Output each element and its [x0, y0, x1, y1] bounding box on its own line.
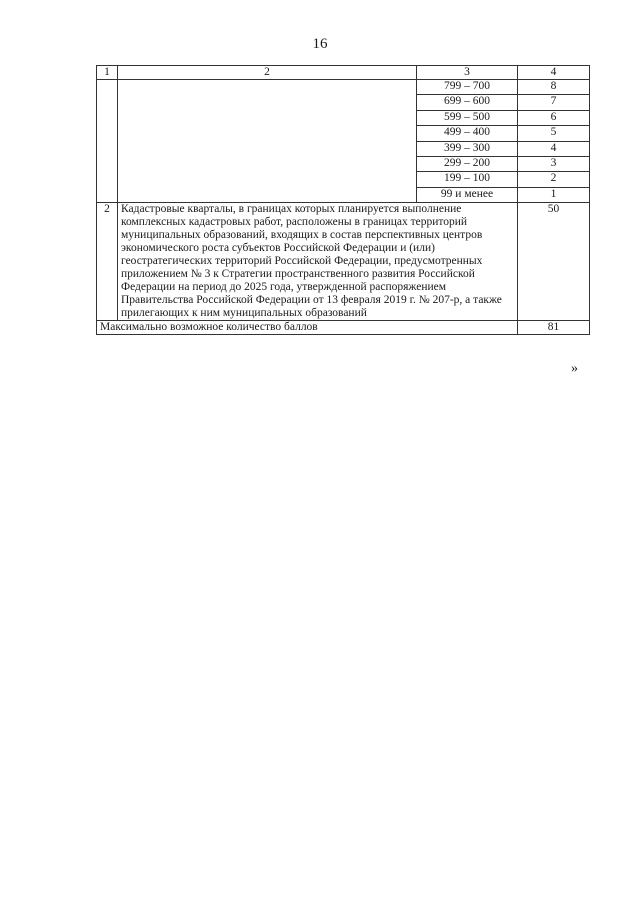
table-row — [97, 80, 590, 95]
score-cell: 5 — [518, 126, 590, 141]
score-cell: 2 — [518, 172, 590, 187]
item-description: Кадастровые кварталы, в границах которых планируется выполнение комплексных кадастровых работ, расположены в границах территорий муниципальных образований, входящих в состав перспективных центров экономического роста субъектов Российской Федерации и (или) геостратегических территорий Российской Федерации, предусмотренных приложением № 3 к Стратегии пространственного развития Российской Федерации на период до 2025 года, утвержденной распоряжением Правительства Российской Федерации от 13 февраля 2019 г. № 207-р, а также прилегающих к ним муниципальных образований — [118, 203, 518, 321]
header-col-3: 3 — [417, 66, 518, 80]
range-cell: 99 и менее — [417, 187, 518, 202]
range-cell: 699 – 600 — [417, 95, 518, 110]
header-col-4: 4 — [518, 66, 590, 80]
range-cell: 599 – 500 — [417, 110, 518, 125]
continued-number-cell — [97, 80, 118, 203]
table-row-item-2 — [97, 203, 590, 321]
total-label: Максимально возможное количество баллов — [97, 321, 518, 335]
header-col-1: 1 — [97, 66, 118, 80]
range-cell: 799 – 700 — [417, 80, 518, 95]
range-cell: 199 – 100 — [417, 172, 518, 187]
score-cell: 7 — [518, 95, 590, 110]
range-cell: 399 – 300 — [417, 141, 518, 156]
score-cell: 6 — [518, 110, 590, 125]
score-cell: 1 — [518, 187, 590, 202]
page-number: 16 — [312, 36, 328, 52]
item-score: 50 — [518, 203, 590, 321]
range-cell: 499 – 400 — [417, 126, 518, 141]
continued-description-cell — [118, 80, 417, 203]
score-cell: 4 — [518, 141, 590, 156]
item-number: 2 — [97, 203, 118, 321]
score-cell: 8 — [518, 80, 590, 95]
closing-quote: » — [571, 361, 578, 376]
score-cell: 3 — [518, 156, 590, 171]
table-total-row — [97, 321, 590, 335]
total-score: 81 — [518, 321, 590, 335]
table-header-row — [97, 66, 590, 80]
scoring-table — [96, 65, 590, 335]
range-cell: 299 – 200 — [417, 156, 518, 171]
header-col-2: 2 — [118, 66, 417, 80]
